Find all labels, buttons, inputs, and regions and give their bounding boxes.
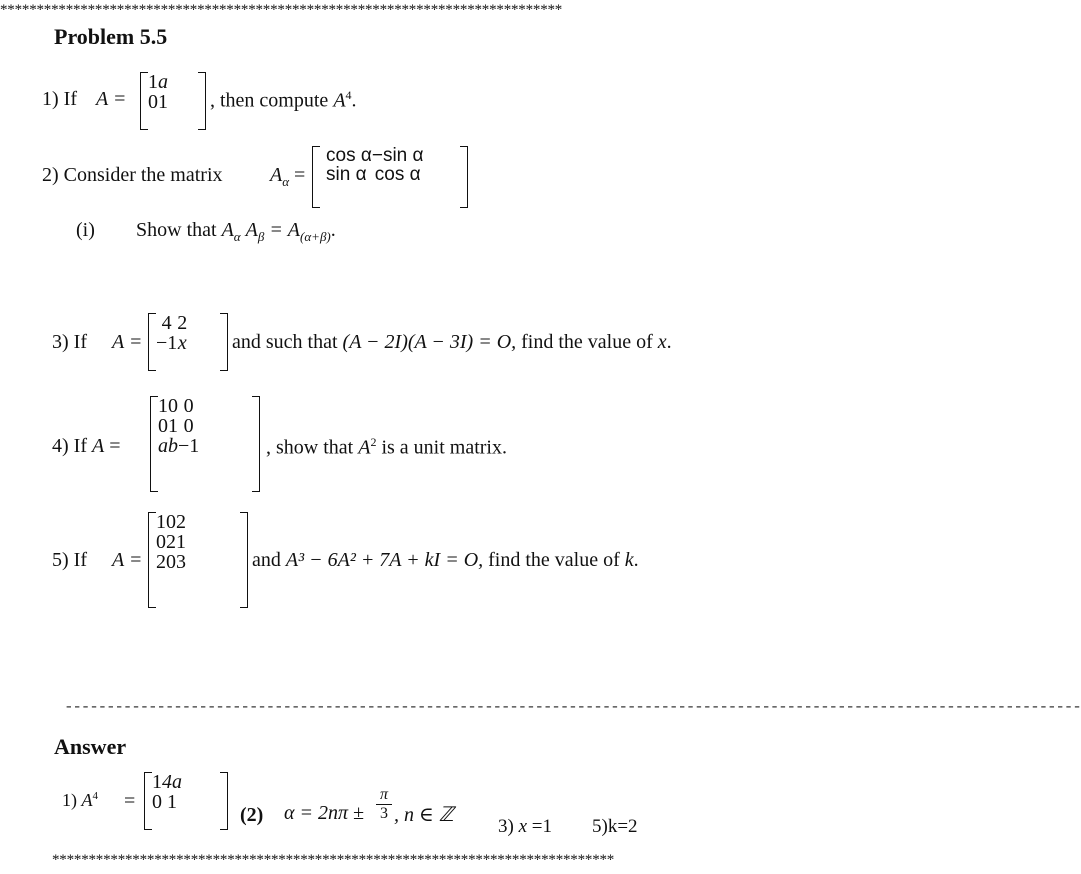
problem-5-number: 5) If — [52, 549, 87, 571]
problem-4-number: 4) If A = — [52, 435, 121, 457]
matrix-cell: 2 — [156, 551, 166, 573]
matrix-cell: 0 — [158, 415, 168, 437]
answer-heading: Answer — [54, 734, 127, 759]
matrix-cell: cos α — [326, 145, 372, 166]
problem-1-text: , then compute $A^4$. — [210, 88, 357, 112]
problem-3-lhs: A = — [112, 331, 143, 353]
problem-2i-number: (i) — [76, 219, 95, 241]
matrix-cell: 0 — [183, 415, 194, 437]
problem-5-matrix — [148, 512, 248, 608]
fraction-denominator: 3 — [380, 805, 388, 822]
problem-title: Problem 5.5 — [54, 24, 168, 49]
matrix-cell: 0 — [183, 395, 194, 417]
answer-5: 5)k=2 — [592, 816, 638, 837]
fraction-numerator: π — [376, 786, 392, 805]
problem-2-lhs: $A_\alpha$ = — [270, 164, 306, 189]
matrix-cell: 2 — [166, 531, 176, 553]
answer-1-matrix — [144, 772, 228, 830]
problem-2-text: 2) Consider the matrix — [42, 164, 223, 186]
problem-3-text: and such that (A − 2I)(A − 3I) = O, find the value of x. — [232, 331, 672, 353]
problem-2-matrix — [312, 146, 468, 208]
matrix-cell: a — [158, 71, 168, 93]
answer-1-eq: = — [124, 790, 136, 812]
matrix-cell: x — [177, 332, 187, 354]
matrix-cell: a — [158, 435, 168, 457]
matrix-cell: 0 — [148, 91, 158, 113]
matrix-cell: −1 — [178, 435, 200, 457]
matrix-cell: 2 — [177, 312, 188, 334]
problem-1-number: 1) If — [42, 88, 77, 110]
problem-1-matrix — [140, 72, 206, 130]
matrix-cell: 0 — [156, 531, 166, 553]
matrix-cell: 0 — [168, 395, 178, 417]
matrix-cell: 1 — [152, 771, 162, 793]
problem-5-text: and A³ − 6A² + 7A + kI = O, find the value of k. — [252, 549, 639, 571]
matrix-cell: −1 — [156, 332, 178, 354]
matrix-cell: 1 — [176, 531, 186, 553]
problem-3-number: 3) If — [52, 331, 87, 353]
matrix-cell: cos α — [374, 164, 421, 185]
section-divider: ------------------------------------------------------------------------------------------------------------------------- — [64, 698, 1081, 716]
answer-2-label: (2) — [240, 804, 264, 826]
answer-2-tail: , n ∈ ℤ — [394, 804, 454, 826]
answer-3: 3) x =1 — [498, 816, 552, 837]
problem-2i-text: Show that $A_\alpha$ $A_\beta = A_{(\alpha+\beta)}$. — [136, 219, 336, 244]
problem-4-text: , show that $A^2$ is a unit matrix. — [266, 435, 507, 459]
problem-4-matrix — [150, 396, 260, 492]
matrix-cell: 4a — [162, 771, 182, 793]
matrix-cell: 1 — [148, 71, 158, 93]
problem-3-matrix — [148, 313, 228, 371]
matrix-cell: 1 — [156, 511, 166, 533]
matrix-cell: 1 — [158, 91, 168, 113]
matrix-cell: 0 — [166, 511, 176, 533]
top-star-border: ***************************************************************************** — [0, 2, 563, 18]
matrix-cell: 1 — [167, 791, 177, 813]
matrix-cell: 1 — [158, 395, 168, 417]
matrix-cell: 0 — [166, 551, 176, 573]
matrix-cell: 1 — [168, 415, 178, 437]
problem-1-lhs: A = — [96, 88, 127, 110]
matrix-cell: 0 — [152, 791, 162, 813]
answer-1-label: 1) $A^4$ — [62, 790, 98, 810]
matrix-cell: −sin α — [371, 145, 424, 166]
answer-2-fraction — [376, 786, 392, 823]
matrix-cell: 2 — [176, 511, 186, 533]
bottom-star-border: ***************************************************************************** — [52, 852, 615, 868]
matrix-cell: b — [168, 435, 178, 457]
answer-2-expr: α = 2nπ ± — [284, 802, 364, 824]
problem-5-lhs: A = — [112, 549, 143, 571]
matrix-cell: 4 — [161, 312, 172, 334]
matrix-cell: 3 — [176, 551, 186, 573]
matrix-cell: sin α — [326, 164, 367, 185]
